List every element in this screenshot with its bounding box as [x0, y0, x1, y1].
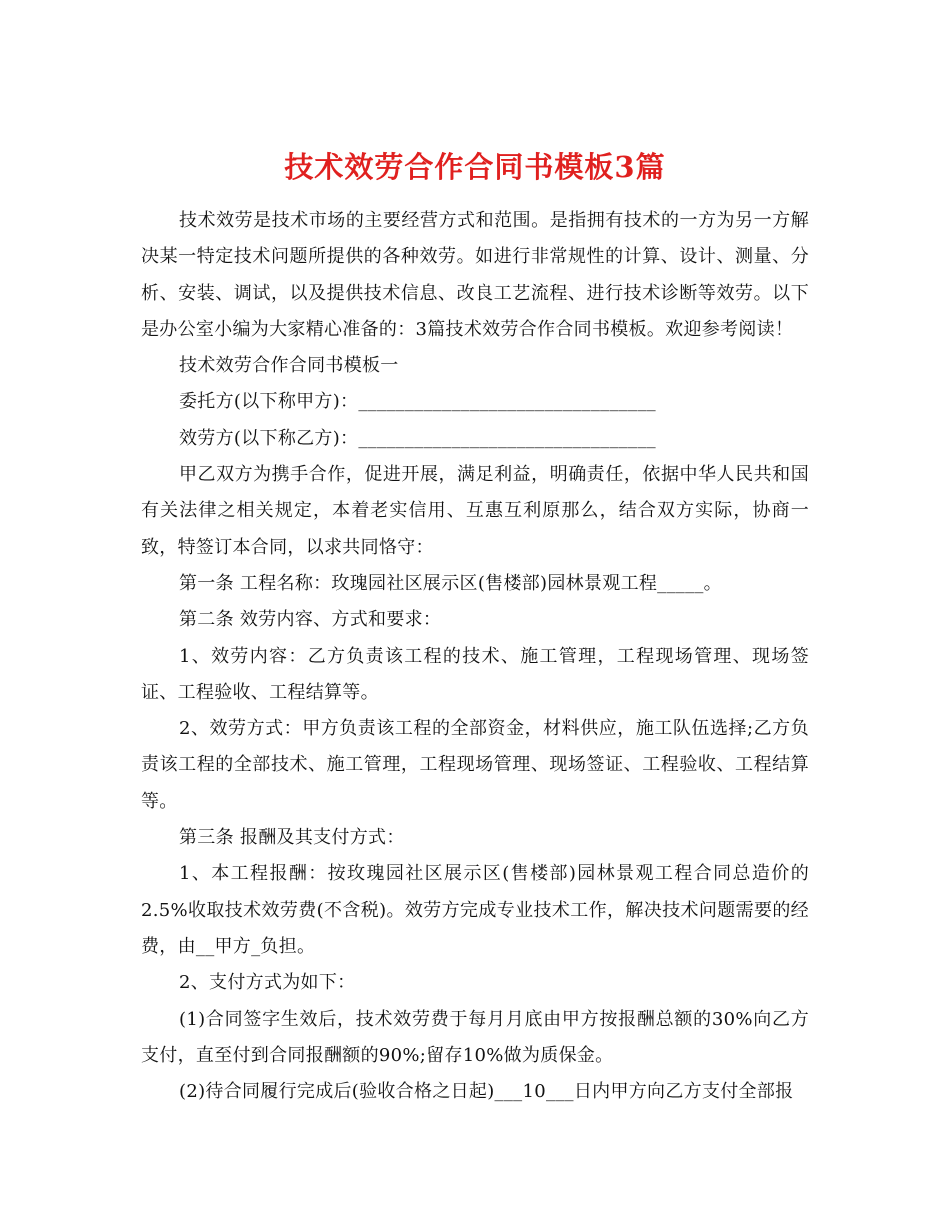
paragraph-service-content: 1、效劳内容：乙方负责该工程的技术、施工管理，工程现场管理、现场签证、工程验收、工程结算等。 — [141, 645, 809, 703]
paragraph-remuneration: 1、本工程报酬：按玫瑰园社区展示区(售楼部)园林景观工程合同总造价的2.5%收取技术效劳费(不含税)。效劳方完成专业技术工作，解决技术问题需要的经费，由__甲方_负担。 — [141, 863, 809, 957]
document-body — [141, 203, 809, 1110]
paragraph-template-heading: 技术效劳合作合同书模板一 — [179, 355, 399, 377]
paragraph-payment-1: (1)合同签字生效后，技术效劳费于每月月底由甲方按报酬总额的30%向乙方支付，直至付到合同报酬额的90%;留存10%做为质保金。 — [141, 1008, 809, 1066]
paragraph-service-method: 2、效劳方式：甲方负责该工程的全部资金，材料供应，施工队伍选择;乙方负责该工程的全部技术、施工管理，工程现场管理、现场签证、工程验收、工程结算等。 — [141, 718, 809, 812]
paragraph-article-3: 第三条 报酬及其支付方式： — [179, 827, 405, 849]
paragraph-party-a: 委托方(以下称甲方)：________________________________ — [179, 391, 656, 413]
paragraph-payment-method: 2、支付方式为如下： — [179, 972, 356, 994]
page-title: 技术效劳合作合同书模板3篇 — [284, 150, 666, 185]
paragraph-article-1: 第一条 工程名称：玫瑰园社区展示区(售楼部)园林景观工程_____。 — [179, 572, 722, 594]
paragraph-payment-2: (2)待合同履行完成后(验收合格之日起)___10___日内甲方向乙方支付全部报 — [179, 1081, 794, 1103]
paragraph-article-2: 第二条 效劳内容、方式和要求： — [179, 609, 442, 631]
paragraph-intro: 技术效劳是技术市场的主要经营方式和范围。是指拥有技术的一方为另一方解决某一特定技术问题所提供的各种效劳。如进行非常规性的计算、设计、测量、分析、安装、调试，以及提供技术信息、改良工艺流程、进行技术诊断等效劳。以下是办公室小编为大家精心准备的：3篇技术效劳合作合同书模板。欢迎参考阅读！ — [141, 210, 809, 340]
paragraph-preamble: 甲乙双方为携手合作，促进开展，满足利益，明确责任，依据中华人民共和国有关法律之相关规定，本着老实信用、互惠互利原那么，结合双方实际，协商一致，特签订本合同，以求共同恪守： — [141, 464, 809, 558]
paragraph-party-b: 效劳方(以下称乙方)：________________________________ — [179, 427, 656, 449]
